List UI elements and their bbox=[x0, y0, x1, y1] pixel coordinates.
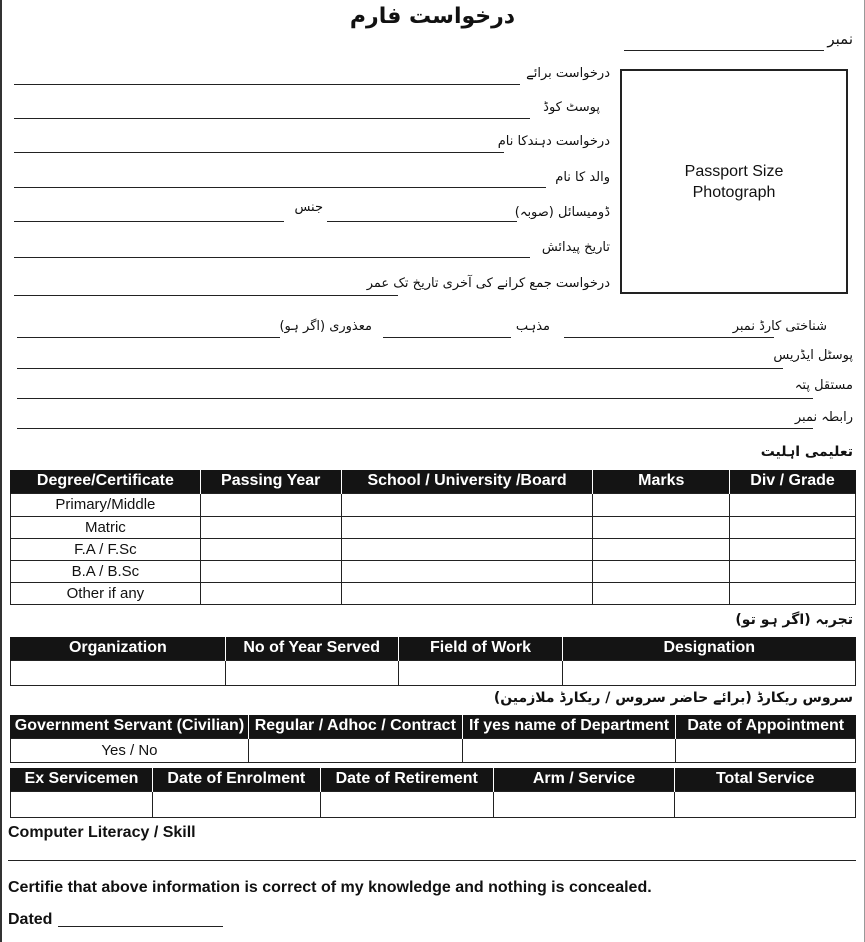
religion-label: مذہب bbox=[515, 319, 550, 334]
postal-address-label: پوسٹل ایڈریس bbox=[773, 348, 853, 363]
permanent-address-label: مستقل پتہ bbox=[794, 378, 853, 393]
father-name-label: والد کا نام bbox=[555, 170, 610, 185]
education-table bbox=[10, 470, 856, 605]
dated-label: Dated bbox=[8, 911, 53, 928]
certification-text: Certifie that above information is correct of my knowledge and nothing is concealed. bbox=[8, 879, 652, 896]
experience-header-designation: Designation bbox=[563, 637, 856, 660]
education-row-label: Primary/Middle bbox=[11, 493, 201, 516]
experience-header-organization: Organization bbox=[11, 637, 226, 660]
applicant-name-field[interactable] bbox=[14, 152, 504, 153]
dated-field[interactable] bbox=[58, 926, 223, 927]
number-label: نمبر bbox=[827, 30, 853, 48]
ex-service-header-retirement: Date of Retirement bbox=[320, 768, 493, 791]
post-code-label: پوسٹ کوڈ bbox=[543, 100, 600, 115]
passport-photo-box[interactable] bbox=[620, 69, 848, 294]
photo-label-line2: Photograph bbox=[692, 184, 776, 201]
cnic-label: شناختی کارڈ نمبر bbox=[732, 319, 827, 334]
table-row bbox=[11, 516, 856, 538]
ex-service-header-arm: Arm / Service bbox=[493, 768, 675, 791]
contact-label: رابطہ نمبر bbox=[794, 410, 853, 425]
table-row bbox=[11, 660, 856, 685]
education-header-marks: Marks bbox=[593, 470, 730, 493]
applied-for-label: درخواست برائے bbox=[526, 66, 610, 81]
service-header-appointment: Date of Appointment bbox=[676, 715, 856, 738]
permanent-address-field[interactable] bbox=[17, 398, 813, 399]
education-row-label: B.A / B.Sc bbox=[11, 560, 201, 582]
education-row-label: Matric bbox=[11, 516, 201, 538]
dob-label: تاریخ پیدائش bbox=[541, 240, 610, 255]
applicant-name-label: درخواست دہندکا نام bbox=[497, 134, 610, 149]
experience-table bbox=[10, 637, 856, 686]
education-header-grade: Div / Grade bbox=[730, 470, 856, 493]
ex-service-table bbox=[10, 768, 856, 818]
disability-field[interactable] bbox=[17, 337, 280, 338]
service-header-department: If yes name of Department bbox=[462, 715, 676, 738]
contact-field[interactable] bbox=[17, 428, 813, 429]
ex-service-header-servicemen: Ex Servicemen bbox=[11, 768, 153, 791]
education-header-passing-year: Passing Year bbox=[200, 470, 341, 493]
computer-literacy-label: Computer Literacy / Skill bbox=[8, 824, 196, 841]
table-row bbox=[11, 560, 856, 582]
table-row bbox=[11, 538, 856, 560]
education-row-label: F.A / F.Sc bbox=[11, 538, 201, 560]
photo-label-line1: Passport Size bbox=[684, 163, 784, 180]
number-field[interactable] bbox=[624, 50, 824, 51]
dob-field[interactable] bbox=[14, 257, 530, 258]
disability-label: معذوری (اگر ہو) bbox=[279, 319, 372, 334]
education-header-school: School / University /Board bbox=[341, 470, 593, 493]
postal-address-field[interactable] bbox=[17, 368, 783, 369]
table-row bbox=[11, 738, 856, 762]
age-label: درخواست جمع کرانے کی آخری تاریخ تک عمر bbox=[366, 276, 610, 291]
yes-no-option[interactable]: Yes / No bbox=[11, 738, 249, 762]
service-heading: سروس ریکارڈ (برائے حاضر سروس / ریکارڈ ملازمین) bbox=[493, 690, 853, 706]
computer-literacy-field[interactable] bbox=[8, 860, 856, 861]
ex-service-header-total: Total Service bbox=[675, 768, 856, 791]
religion-field[interactable] bbox=[383, 337, 511, 338]
table-row bbox=[11, 493, 856, 516]
domicile-label: ڈومیسائل (صوبہ) bbox=[514, 205, 610, 220]
education-header-degree: Degree/Certificate bbox=[11, 470, 201, 493]
age-field[interactable] bbox=[14, 295, 398, 296]
father-name-field[interactable] bbox=[14, 187, 546, 188]
form-title: درخواست فارم bbox=[349, 4, 516, 29]
applied-for-field[interactable] bbox=[14, 84, 520, 85]
gender-field[interactable] bbox=[14, 221, 284, 222]
education-heading: تعلیمی اہلیت bbox=[760, 444, 853, 460]
table-row bbox=[11, 582, 856, 604]
table-row bbox=[11, 791, 856, 817]
gender-label: جنس bbox=[294, 200, 323, 215]
experience-heading: تجربہ (اگر ہو تو) bbox=[735, 612, 853, 628]
education-row-label: Other if any bbox=[11, 582, 201, 604]
experience-header-years: No of Year Served bbox=[225, 637, 398, 660]
domicile-field[interactable] bbox=[327, 221, 517, 222]
service-header-govt-servant: Government Servant (Civilian) bbox=[11, 715, 249, 738]
experience-header-field: Field of Work bbox=[398, 637, 563, 660]
ex-service-header-enrolment: Date of Enrolment bbox=[152, 768, 320, 791]
cnic-field[interactable] bbox=[564, 337, 774, 338]
service-table bbox=[10, 715, 856, 763]
service-header-regular: Regular / Adhoc / Contract bbox=[248, 715, 462, 738]
post-code-field[interactable] bbox=[14, 118, 530, 119]
